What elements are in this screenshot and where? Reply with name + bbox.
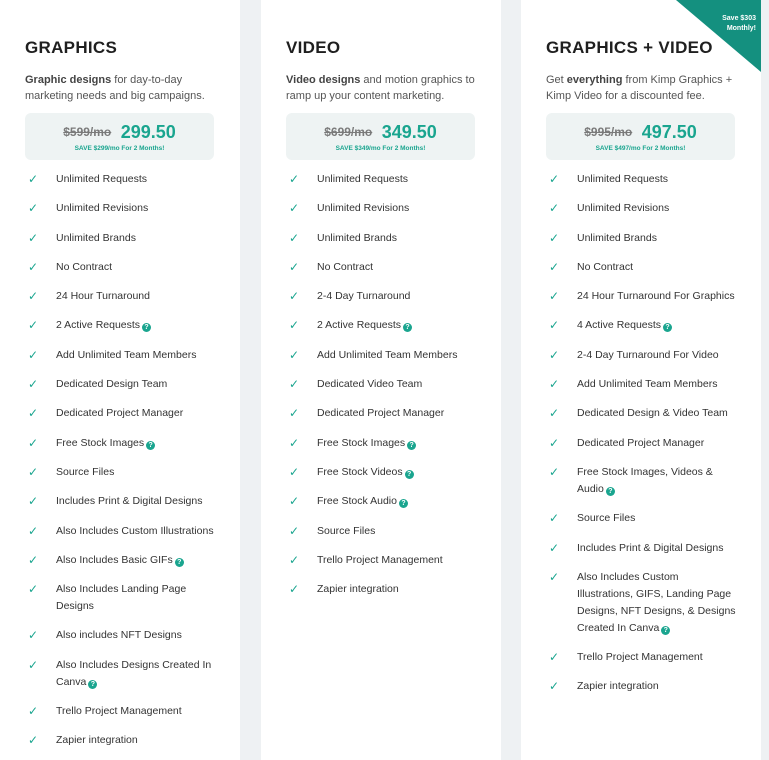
feature-item: [287, 405, 477, 422]
feature-text: Unlimited Revisions: [56, 202, 149, 215]
feature-text: Dedicated Project Manager: [577, 436, 705, 449]
plan-description-text: from Kimp Graphics + Kimp Video for a discounted fee.: [546, 74, 733, 102]
help-icon[interactable]: ?: [606, 487, 615, 496]
new-price: 349.50: [381, 122, 437, 142]
help-icon[interactable]: ?: [407, 441, 416, 450]
feature-text: Unlimited Revisions: [317, 202, 410, 215]
feature-item: [287, 230, 477, 247]
feature-item: [26, 347, 216, 364]
check-icon: ✓: [549, 540, 560, 555]
feature-text: Source Files: [577, 512, 636, 525]
feature-text: No Contract: [317, 260, 374, 273]
feature-item: [287, 435, 477, 452]
feature-item: [26, 657, 216, 691]
check-icon: ✓: [289, 318, 300, 333]
feature-item: [26, 435, 216, 452]
save-note: SAVE $299/mo For 2 Months!: [74, 145, 165, 152]
check-icon: ✓: [28, 377, 39, 392]
check-icon: ✓: [289, 347, 300, 362]
check-icon: ✓: [289, 377, 300, 392]
check-icon: ✓: [28, 172, 39, 186]
plan-description: [25, 72, 215, 104]
check-icon: ✓: [549, 569, 560, 584]
plan-title: VIDEO: [286, 38, 341, 57]
check-icon: ✓: [28, 406, 39, 421]
help-icon[interactable]: ?: [146, 441, 155, 450]
feature-item: [26, 200, 216, 217]
check-icon: ✓: [28, 435, 39, 450]
feature-list: [547, 171, 737, 708]
feature-item: [287, 552, 477, 569]
check-icon: ✓: [28, 347, 39, 362]
feature-text: Source Files: [56, 465, 115, 478]
check-icon: ✓: [28, 704, 39, 719]
feature-text: No Contract: [56, 260, 113, 273]
check-icon: ✓: [549, 259, 560, 274]
check-icon: ✓: [549, 679, 560, 694]
feature-text: Unlimited Requests: [56, 173, 148, 185]
new-price: 497.50: [641, 122, 697, 142]
feature-item: [26, 627, 216, 644]
feature-text: Unlimited Requests: [577, 173, 669, 185]
feature-text: Includes Print & Digital Designs: [577, 541, 724, 554]
feature-text: Includes Print & Digital Designs: [56, 495, 203, 508]
check-icon: ✓: [28, 289, 39, 304]
check-icon: ✓: [28, 582, 39, 597]
feature-item: [287, 493, 477, 510]
check-icon: ✓: [289, 435, 300, 450]
check-icon: ✓: [289, 289, 300, 304]
feature-list: [287, 171, 477, 610]
plan-description: [286, 72, 476, 104]
check-icon: ✓: [549, 289, 560, 304]
feature-item: [547, 405, 737, 422]
feature-item: [547, 678, 737, 695]
check-icon: ✓: [549, 377, 560, 392]
check-icon: ✓: [28, 464, 39, 479]
save-note: SAVE $497/mo For 2 Months!: [595, 145, 686, 152]
check-icon: ✓: [28, 494, 39, 509]
check-icon: ✓: [289, 494, 300, 509]
plan-description-bold: Video designs: [286, 74, 361, 86]
feature-item: [287, 200, 477, 217]
feature-text: Free Stock Images, Videos & Audio: [577, 465, 713, 495]
help-icon[interactable]: ?: [405, 470, 414, 479]
check-icon: ✓: [289, 464, 300, 479]
feature-item: [547, 230, 737, 247]
help-icon[interactable]: ?: [142, 323, 151, 332]
old-price: $599/mo: [63, 125, 112, 139]
check-icon: ✓: [549, 406, 560, 421]
feature-item: [547, 435, 737, 452]
plan-description-bold: Graphic designs: [25, 74, 112, 86]
feature-item: [287, 347, 477, 364]
feature-item: [287, 376, 477, 393]
plan-card-graphics: [0, 0, 240, 760]
feature-item: [26, 405, 216, 422]
help-icon[interactable]: ?: [663, 323, 672, 332]
check-icon: ✓: [289, 230, 300, 245]
feature-text: Also Includes Basic GIFs: [56, 553, 173, 566]
feature-text: Free Stock Audio: [317, 495, 397, 508]
feature-text: Add Unlimited Team Members: [317, 348, 458, 361]
savings-ribbon: [676, 0, 761, 72]
feature-item: [287, 317, 477, 334]
feature-text: Also Includes Custom Illustrations: [56, 524, 214, 537]
feature-item: [26, 259, 216, 276]
check-icon: ✓: [549, 464, 560, 479]
check-icon: ✓: [28, 628, 39, 643]
feature-item: [26, 230, 216, 247]
feature-text: No Contract: [577, 260, 634, 273]
feature-text: Dedicated Design Team: [56, 378, 168, 391]
feature-text: Trello Project Management: [317, 553, 443, 566]
save-note: SAVE $349/mo For 2 Months!: [335, 145, 426, 152]
plan-card-graphics-video: [521, 0, 761, 760]
feature-text: 2-4 Day Turnaround For Video: [577, 348, 719, 361]
feature-text: Dedicated Video Team: [317, 378, 423, 391]
feature-text: Unlimited Revisions: [577, 202, 670, 215]
old-price: $699/mo: [324, 125, 373, 139]
check-icon: ✓: [28, 733, 39, 748]
feature-text: Dedicated Design & Video Team: [577, 407, 728, 420]
feature-text: Zapier integration: [56, 734, 138, 747]
feature-item: [547, 649, 737, 666]
feature-text: Also Includes Custom Illustrations, GIFS, Landing Page Designs, NFT Designs, & Designs Created In Canva: [577, 570, 736, 634]
feature-item: [287, 464, 477, 481]
help-icon[interactable]: ?: [403, 323, 412, 332]
help-icon[interactable]: ?: [399, 499, 408, 508]
feature-item: [547, 376, 737, 393]
feature-text: Unlimited Requests: [317, 173, 409, 185]
feature-text: Trello Project Management: [56, 705, 182, 718]
feature-text: Dedicated Project Manager: [317, 407, 445, 420]
price-box: [25, 113, 214, 160]
check-icon: ✓: [549, 230, 560, 245]
feature-item: [287, 523, 477, 540]
plan-description-prefix: Get: [546, 74, 567, 86]
feature-item: [547, 259, 737, 276]
check-icon: ✓: [289, 406, 300, 421]
check-icon: ✓: [289, 259, 300, 274]
feature-text: Trello Project Management: [577, 651, 703, 664]
feature-text: 2-4 Day Turnaround: [317, 290, 411, 303]
plan-description-bold: everything: [566, 74, 623, 86]
feature-item: [547, 569, 737, 637]
plan-card-video: [261, 0, 501, 760]
check-icon: ✓: [28, 259, 39, 274]
feature-item: [26, 317, 216, 334]
feature-text: Unlimited Brands: [577, 231, 657, 244]
feature-text: Zapier integration: [317, 583, 399, 596]
feature-item: [287, 288, 477, 305]
check-icon: ✓: [289, 523, 300, 538]
feature-text: Free Stock Videos: [317, 465, 403, 478]
plan-description-text: for day-to-day marketing needs and big campaigns.: [25, 74, 205, 102]
feature-item: [547, 540, 737, 557]
feature-text: 24 Hour Turnaround: [56, 290, 150, 303]
check-icon: ✓: [549, 650, 560, 665]
check-icon: ✓: [28, 230, 39, 245]
help-icon[interactable]: ?: [175, 558, 184, 567]
feature-text: Add Unlimited Team Members: [577, 378, 718, 391]
feature-text: Also Includes Landing Page Designs: [56, 583, 187, 613]
feature-text: Free Stock Images: [317, 436, 406, 449]
feature-item: [547, 464, 737, 498]
feature-item: [26, 703, 216, 720]
plan-description: [546, 72, 736, 104]
feature-text: 24 Hour Turnaround For Graphics: [577, 290, 735, 303]
feature-text: Free Stock Images: [56, 436, 145, 449]
check-icon: ✓: [289, 201, 300, 216]
check-icon: ✓: [28, 552, 39, 567]
feature-item: [26, 464, 216, 481]
check-icon: ✓: [28, 657, 39, 672]
feature-item: [26, 732, 216, 749]
feature-item: [287, 259, 477, 276]
price-box: [546, 113, 735, 160]
feature-item: [547, 171, 737, 188]
feature-item: [26, 523, 216, 540]
help-icon[interactable]: ?: [661, 626, 670, 635]
check-icon: ✓: [289, 552, 300, 567]
check-icon: ✓: [28, 201, 39, 216]
feature-item: [547, 510, 737, 527]
check-icon: ✓: [549, 318, 560, 333]
plan-title: GRAPHICS + VIDEO: [546, 38, 713, 57]
plan-description-text: and motion graphics to ramp up your content marketing.: [286, 74, 475, 102]
check-icon: ✓: [549, 172, 560, 186]
feature-text: Unlimited Brands: [317, 231, 397, 244]
feature-item: [26, 288, 216, 305]
check-icon: ✓: [549, 511, 560, 526]
feature-text: Dedicated Project Manager: [56, 407, 184, 420]
feature-text: Add Unlimited Team Members: [56, 348, 197, 361]
check-icon: ✓: [289, 172, 300, 186]
feature-item: [26, 552, 216, 569]
check-icon: ✓: [549, 201, 560, 216]
feature-text: Also Includes Designs Created In Canva: [56, 658, 212, 688]
feature-text: 2 Active Requests: [56, 319, 141, 332]
feature-text: Unlimited Brands: [56, 231, 136, 244]
feature-list: [26, 171, 216, 760]
check-icon: ✓: [549, 435, 560, 450]
check-icon: ✓: [28, 523, 39, 538]
feature-item: [547, 347, 737, 364]
feature-item: [547, 317, 737, 334]
feature-text: Zapier integration: [577, 680, 659, 693]
plan-title: GRAPHICS: [25, 38, 118, 57]
feature-item: [547, 200, 737, 217]
feature-text: Also includes NFT Designs: [56, 629, 182, 642]
old-price: $995/mo: [584, 125, 633, 139]
feature-item: [26, 376, 216, 393]
feature-item: [287, 581, 477, 598]
feature-text: Source Files: [317, 524, 376, 537]
feature-item: [287, 171, 477, 188]
help-icon[interactable]: ?: [88, 680, 97, 689]
check-icon: ✓: [549, 347, 560, 362]
feature-text: 2 Active Requests: [317, 319, 402, 332]
check-icon: ✓: [28, 318, 39, 333]
check-icon: ✓: [289, 582, 300, 597]
feature-item: [547, 288, 737, 305]
feature-item: [26, 581, 216, 615]
new-price: 299.50: [120, 122, 176, 142]
feature-item: [26, 493, 216, 510]
feature-item: [26, 171, 216, 188]
feature-text: 4 Active Requests: [577, 319, 662, 332]
savings-ribbon-text: Save $303 Monthly!: [722, 15, 756, 32]
price-box: [286, 113, 475, 160]
